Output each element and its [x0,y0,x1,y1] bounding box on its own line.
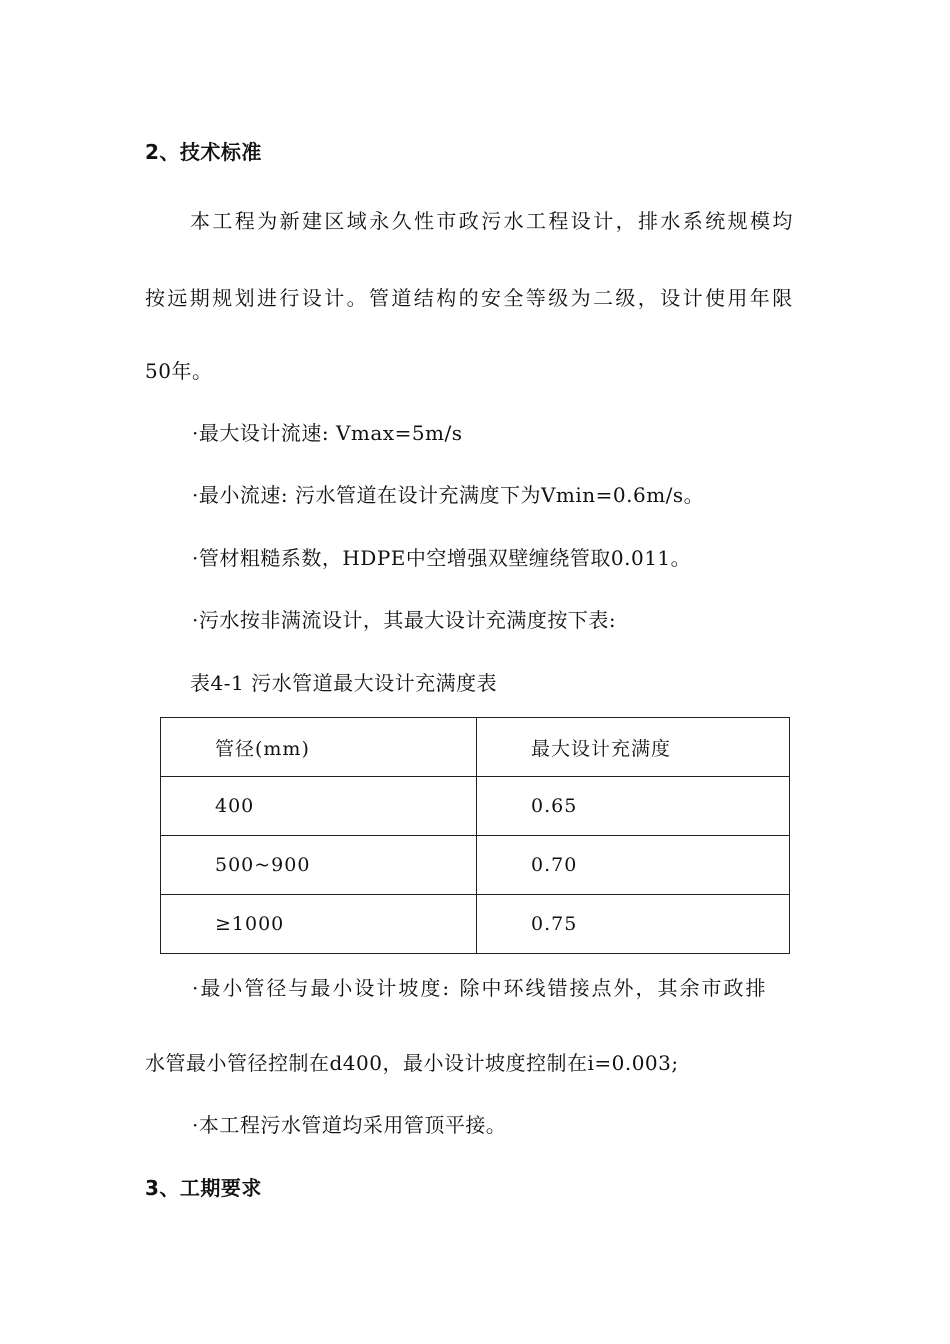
min-diameter-line-2: 水管最小管径控制在d400，最小设计坡度控制在i=0.003; [145,1051,679,1075]
table-cell: 0.75 [477,895,790,954]
bullet-max-velocity: ·最大设计流速: Vmax=5m/s [192,421,463,445]
table-row [161,836,790,895]
table-cell: 0.65 [477,777,790,836]
table-cell: 500~900 [161,836,477,895]
bullet-roughness: ·管材粗糙系数，HDPE中空增强双壁缠绕管取0.011。 [192,546,692,570]
table-row [161,777,790,836]
table-header-cell: 管径(mm) [161,718,477,777]
section-3-heading: 3、工期要求 [145,1176,262,1200]
bullet-min-velocity: ·最小流速: 污水管道在设计充满度下为Vmin=0.6m/s。 [192,483,705,507]
bullet-crown-joint: ·本工程污水管道均采用管顶平接。 [192,1113,507,1137]
table-header-cell: 最大设计充满度 [477,718,790,777]
table-cell: ≥1000 [161,895,477,954]
min-diameter-line-1: ·最小管径与最小设计坡度: 除中环线错接点外，其余市政排 [192,976,768,1000]
table-caption: 表4-1 污水管道最大设计充满度表 [190,671,498,695]
paragraph-line-1: 本工程为新建区域永久性市政污水工程设计，排水系统规模均 [190,209,795,233]
bullet-fullness-intro: ·污水按非满流设计，其最大设计充满度按下表: [192,608,617,632]
fullness-table [160,717,790,954]
table-cell: 400 [161,777,477,836]
paragraph-line-3: 50年。 [145,359,213,383]
table-row [161,895,790,954]
section-2-heading: 2、技术标准 [145,140,262,164]
table-header-row [161,718,790,777]
paragraph-line-2: 按远期规划进行设计。管道结构的安全等级为二级，设计使用年限 [145,286,795,310]
table-cell: 0.70 [477,836,790,895]
